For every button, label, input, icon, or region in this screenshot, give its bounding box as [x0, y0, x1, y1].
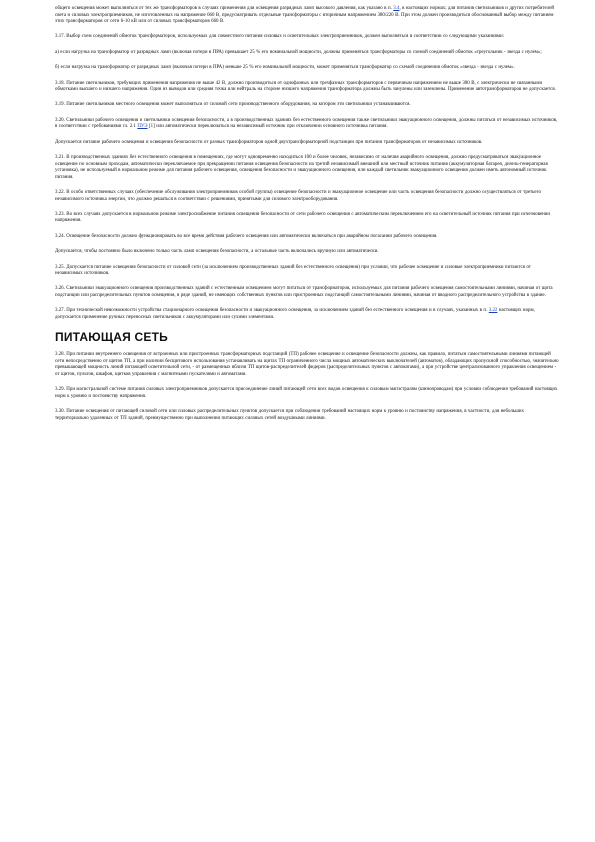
paragraph-text: общего освещения может выполняться от тех же трансформаторов в случаях применения для освещения разрядных ламп высокого давления, как указано в п. [55, 6, 394, 11]
paragraph-text: 3.29. При магистральной системе питания силовых электроприемников допускается присоединение линий питающей сети всех видов освещения к силовым магистралям (шинопроводам) при условии соблюдения требований настоящих норм к уровню и постоянству напряжения. [55, 387, 558, 399]
paragraph-text: Допускается, чтобы постоянно было включено только часть ламп освещения безопасности, а остальные часть включались вручную или автоматически. [55, 249, 379, 255]
paragraphs-bottom [55, 352, 559, 422]
paragraph-text-continued: , в настоящих нормах; для питания светильников и других потребителей света и силовых электроприемников, не изготовленных на напряжение 660 В, предусматривать отдельные трансформаторы с вторичным напряжением 380/220 В. При этом должен производиться обоснованный выбор между питанием этих трансформаторов от сети 6-10 кВ или от силовых трансформаторов 660 В. [55, 6, 555, 24]
paragraph [55, 409, 559, 422]
paragraph [55, 308, 559, 321]
paragraph [55, 249, 559, 256]
paragraph [55, 265, 559, 278]
paragraph-text: 3.22. В особо ответственных случаях (обеспечение обслуживания электроприемников особой группы) освещение безопасности и эвакуационное освещение или часть освещения безопасности должно осуществляться от третьего независимого источника энергии, что должно решаться в соответствии с решениями, принятыми для силового электрооборудования. [55, 190, 541, 202]
paragraph-text: а) если нагрузка на трансформатор от разрядных ламп (включая потери в ПРА) превышает 25 % его номинальной мощности, должны применяться трансформаторы со схемой соединений обмоток «треугольник - звезда с нулем»; [55, 49, 542, 55]
paragraph [55, 102, 559, 109]
cross-reference-link[interactable]: 3.4 [393, 6, 400, 11]
paragraph [55, 65, 559, 72]
paragraph [55, 81, 559, 94]
paragraph-text: 3.30. Питание освещения от питающей силовой сети или силовых распределительных пунктов допускается при соблюдении требований настоящих норм к уровню и постоянству напряжения, в частности, для небольших территориально удаленных от ТП зданий, преимущественно при выполнении питающих силовых сетей воздушными линиями. [55, 409, 525, 421]
paragraph [55, 190, 559, 203]
paragraph [55, 155, 559, 181]
paragraph-text: 3.23. Во всех случаях допускается в нормальном режиме электроснабжение питания освещения безопасности от сети рабочего освещения с автоматическим переключением его на осветительный источник питания при исчезновении напряжения. [55, 211, 551, 224]
paragraph-text: 3.20. Светильники рабочего освещения и светильники освещения безопасности, а в производственных зданиях без естественного освещения также светильники эвакуационного освещения, должны питаться от независимых источников, в соответствии с требованиями гл. 2.1 [55, 117, 558, 130]
paragraph [55, 352, 559, 378]
paragraphs-top [55, 6, 559, 321]
section-heading: ПИТАЮЩАЯ СЕТЬ [55, 330, 168, 345]
cross-reference-link[interactable]: ПУЭ [137, 124, 148, 130]
paragraph [55, 50, 559, 57]
paragraph-text: 3.28. При питании внутреннего освещения от встроенных или пристроенных трансформаторных подстанций (ТП) рабочее освещение и освещение безопасности должны, как правило, питаться самостоятельными линиями питающей сети непосредственно от щитов ТП, а при наличии бесщитового использования устанавливать на щитах ТП ограниченного числа мощных автоматических выключателей (автоматов), обладающих пропускной способностью, значительно превышающей мощность линий питающей осветительной сети, - от размещенных вблизи ТП щитов-распределителей фидеров (распределительных пунктов с автоматами), а при устройстве централизованного управления освещением - от щитов, пультов, шкафов, щитков управления с магнитными пускателями и автоматами. [55, 352, 559, 377]
paragraph-text: 3.21. В производственных зданиях без естественного освещения в помещениях, где могут одновременно находиться 100 и более человек, независимо от наличия аварийного освещения, должно предусматриваться эвакуационное освещение по основным проходам, автоматически переключаемое при прекращении питания освещения безопасности на третий независимый внешний или местный источник питания (аккумуляторная батарея, дизель-генераторная установка), не используемый в нормальном режиме для питания рабочего освещения, освещения безопасности и эвакуационного освещения, или каждый светильник эвакуационного освещения должен иметь автономный источник питания. [55, 155, 548, 180]
paragraph-text-continued: настоящих норм, допускается применение ручных переносных светильников с аккумуляторами или сухими элементами. [55, 308, 535, 320]
paragraph [55, 34, 559, 41]
paragraph-text: 3.26. Светильники эвакуационного освещения производственных зданий с естественным освещением могут питаться от трансформаторов, используемых для питания рабочего освещения самостоятельными линиями, начиная от щита подстанции или распределительных пунктов освещения, в ряде зданий, не имеющих собственных пунктов или пристроенных подстанций самостоятельными линиями, начиная от вводного распределительного устройства в здание. [55, 286, 553, 298]
paragraph-text: 3.18. Питание светильников, требующих применения напряжения не выше 42 В, должно производиться от однофазных или трехфазных трансформаторов с первичным напряжением не выше 380 В, с электрически не связанными обмотками высшего и низшего напряжения. Один из выводов или средняя точка или нейтраль на стороне низшего напряжения трансформатора должны быть занулены или заземлены. Применение автотрансформаторов не допускается. [55, 80, 556, 93]
paragraph-text: 3.27. При технической невозможности устройства стационарного освещения безопасности и эвакуационного освещения, за исключением зданий без естественного освещения и в случаях, указанных в п. [55, 308, 489, 314]
paragraph [55, 387, 559, 400]
paragraph-text: Допускается питание рабочего освещения и освещения безопасности от разных трансформаторов одной двухтрансформаторной подстанции при питании трансформаторов от независимых источников. [55, 139, 483, 145]
cross-reference-link[interactable]: 3.22 [488, 308, 498, 314]
paragraph-text: 3.24. Освещение безопасности должно функционировать во все время действия рабочего освещения или автоматически включаться при аварийном погасании рабочего освещения. [55, 233, 438, 239]
paragraph [55, 234, 559, 241]
paragraph-text-continued: [1] или автоматически переключаться на независимый источник при отключении основного источника питания. [147, 124, 388, 130]
paragraph-text: б) если нагрузка на трансформатор от разрядных ламп (включая потери в ПРА) меньше 25 % его номинальной мощности, может применяться трансформатор со схемой соединения обмоток «звезда - звезда с нулем». [55, 65, 515, 71]
paragraph-text: 3.19. Питание светильников местного освещения может выполняться от силовой сети производственного оборудования, на котором эти светильники устанавливаются. [55, 102, 411, 108]
paragraph [55, 118, 559, 131]
paragraph [55, 6, 559, 26]
paragraph-text: 3.17. Выбор схем соединений обмоток трансформаторов, используемых для совместного питания силовых и осветительных электроприемников, должен выполняться в соответствии со следующими указаниями: [55, 34, 504, 40]
paragraph-text: 3.25. Допускается питание освещения безопасности от силовой сети (за исключением производственных зданий без естественного освещения) при условии, что рабочее освещение и силовые электроприемники питаются от независимых источников. [55, 264, 531, 277]
paragraph [55, 286, 559, 299]
paragraph [55, 140, 559, 147]
paragraph [55, 212, 559, 225]
